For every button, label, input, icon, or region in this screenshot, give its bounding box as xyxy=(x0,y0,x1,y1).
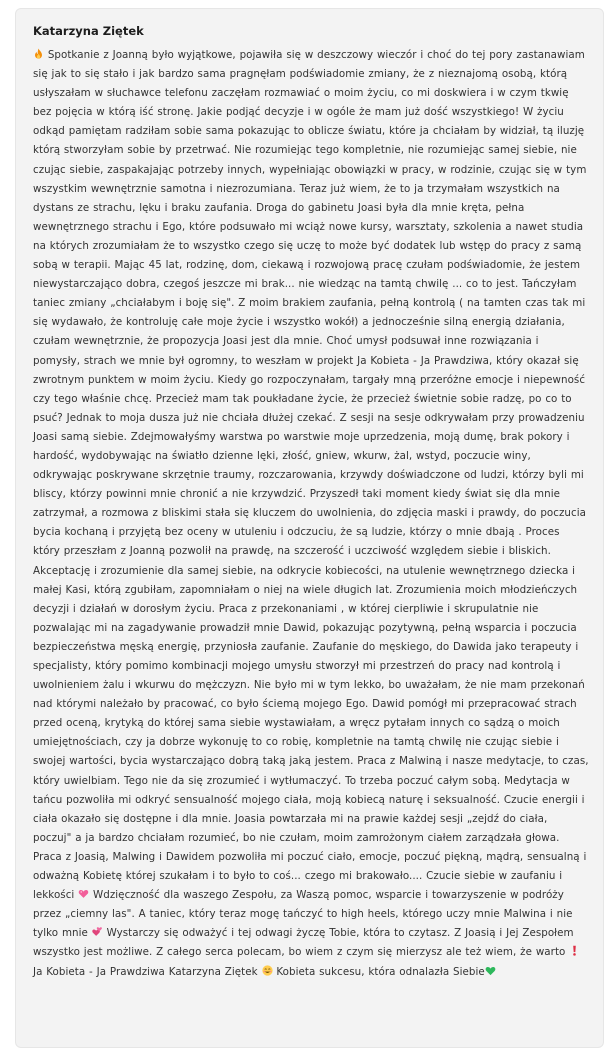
paragraph-2: Wdzięczność dla waszego Zespołu, za Waszą pomoc, wsparcie i towarzyszenie w podróży przez „ciemny las". A taniec, który teraz mogę tańczyć to high heels, którego uczy mnie Malwina i nie tylko mnie xyxy=(33,889,573,940)
green-heart-icon xyxy=(485,965,496,976)
paragraph-1: Spotkanie z Joanną było wyjątkowe, pojawiła się w deszczowy wieczór i choć do tej pory zastanawiam się jak to się stało i jak bardzo sama pragnęłam podświadomie zmiany, że z nieznajomą osobą, którą usłyszałam w słuchawce telefonu zaczęłam rozmawiać o moim życiu, co mi doskwiera i w czym tkwię bez pojęcia w którą iść stronę. Jakie podjąć decyzje i w ogóle że mam już dość wszystkiego! W życiu odkąd pamiętam radziłam sobie sama pokazując to oblicze światu, które ja chciałam by widział, tą iluzję którą stworzyłam sobie by przetrwać. Nie rozumiejąc tego kompletnie, nie rozumiejąc samej siebie, nie czując siebie, zaspakajając potrzeby innych, wypełniając obowiązki w pracy, w rodzinie, czując się w tym wszystkim wewnętrznie samotna i niezrozumiana. Teraz już wiem, że to ja trzymałam wszystkich na dystans ze strachu, lęku i braku zaufania. Droga do gabinetu Joasi była dla mnie kręta, pełna wewnętrznego strachu i Ego, które podsuwało mi wciąż nowe kursy, warsztaty, szkolenia a nawet studia na których zrozumiałam że to wszystko czego się uczę to może być dodatek lub wstęp do pracy z samą sobą w terapii. Mając 45 lat, rodzinę, dom, ciekawą i rozwojową pracę czułam podświadomie, że jestem niewystarczająco dobra, czegoś jeszcze mi brak... nie wiedząc na tamtą chwilę ... co to jest. Tańczyłam taniec zmiany „chciałabym i boję się". Z moim brakiem zaufania, pełną kontrolą ( na tamten czas tak mi się wydawało, że kontroluję całe moje życie i wszystko wokół) a jednocześnie silną energią działania, czułam wewnętrznie, że propozycja Joasi jest dla mnie. Choć umysł podsuwał inne rozwiązania i pomysły, strach we mnie był ogromny, to weszłam w projekt Ja Kobieta - Ja Prawdziwa, który okazał się zwrotnym punktem w moim życiu. Kiedy go rozpoczynałam, targały mną przeróżne emocje i niepewność czy tego właśnie chcę. Przecież mam tak poukładane życie, że przecież świetnie sobie radzę, po co to psuć? Jednak to moja dusza już nie chciała dłużej czekać. Z sesji na sesje odkrywałam przy prowadzeniu Joasi samą siebie. Zdejmowałyśmy warstwa po warstwie moje uprzedzenia, moją dumę, brak pokory i hardość, wydobywając na światło dzienne lęki, złość, gniew, wkurw, żal, wstyd, poczucie winy, odkrywając poskrywane skrzętnie traumy, rozczarowania, krzywdy doświadczone od ludzi, którzy byli mi bliscy, którzy powinni mnie chronić a nie krzywdzić. Przyszedł taki moment kiedy świat się dla mnie zatrzymał, a rozmowa z bliskimi stała się kluczem do uwolnienia, do zdjęcia maski i prawdy, do poczucia bycia kochaną i przyjętą bez oceny w utuleniu i odczuciu, że są ludzie, którzy o mnie dbają . Proces który przeszłam z Joanną pozwolił na prawdę, na szczerość i uczciwość względem siebie i bliskich. Akceptację i zrozumienie dla samej siebie, na odkrycie kobiecości, na utulenie wewnętrznego dziecka i małej Kasi, którą zgubiłam, zapomniałam o niej na wiele długich lat. Zrozumienia moich młodzieńczych decyzji i działań w dorosłym życiu. Praca z przekonaniami , w której cierpliwie i skrupulatnie nie pozwalając mi na zagadywanie prowadził mnie Dawid, pokazując pozytywną, pełną wsparcia i poczucia bezpieczeństwa męską energię, przyniosła zaufanie. Zaufanie do męskiego, do Dawida jako terapeuty i specjalisty, który pomimo kombinacji mojego umysłu stworzył mi przestrzeń do pracy nad kontrolą i uwolnieniem żalu i wkurwu do mężczyzn. Nie było mi w tym lekko, bo uważałam, że nie mam przekonań nad którymi należało by pracować, co było ściemą mojego Ego. Dawid pomógł mi przepracować strach przed oceną, krytyką do której sama siebie wystawiałam, a wręcz pytałam innych co sądzą o moich umiejętnościach, czy ja dobrze wykonuję to co robię, kompletnie na tamtą chwilę nie czując siebie i swojej wartości, bycia wystarczająco dobrą taką jaką jestem. Praca z Malwiną i nasze medytacje, to czas, który uwielbiam. Tego nie da się zrozumieć i wytłumaczyć. To trzeba poczuć całym sobą. Medytacja w tańcu pozwoliła mi odkryć sensualność mojego ciała, moją kobiecą naturę i seksualność. Czucie energii i ciała okazało się dostępne i dla mnie. Joasia powtarzała mi na prawie każdej sesji „zejdź do ciała, poczuj" a ja bardzo chciałam rozumieć, bo nie czułam, moim zamrożonym ciałem zarządzała głowa. Praca z Joasią, Malwing i Dawidem pozwoliła mi poczuć ciało, emocje, poczuć piękną, mądrą, sensualną i odważną Kobietę której szukałam i to było to coś... czego mi brakowało.... Czucie siebie w zaufaniu i lekkości xyxy=(33,49,589,902)
heart-icon xyxy=(92,926,103,937)
sparkling-heart-icon xyxy=(78,888,89,899)
testimonial-card xyxy=(15,8,604,1048)
exclamation-icon xyxy=(569,945,580,956)
smiling-face-icon xyxy=(262,965,273,976)
paragraph-3: Wystarczy się odważyć i tej odwagi życzę Tobie, która to czytasz. Z Joasią i Jej Zespołem wszystko jest możliwe. Z całego serca polecam, bo wiem z czym się mierzysz ale też wiem, że warto xyxy=(33,927,574,959)
paragraph-4: Ja Kobieta - Ja Prawdziwa Katarzyna Ziętek xyxy=(33,965,258,978)
fire-icon xyxy=(33,48,44,59)
testimonial-text xyxy=(33,46,589,982)
author-name: Katarzyna Ziętek xyxy=(33,24,144,38)
paragraph-5: Kobieta sukcesu, która odnalazła Siebie xyxy=(276,965,485,978)
